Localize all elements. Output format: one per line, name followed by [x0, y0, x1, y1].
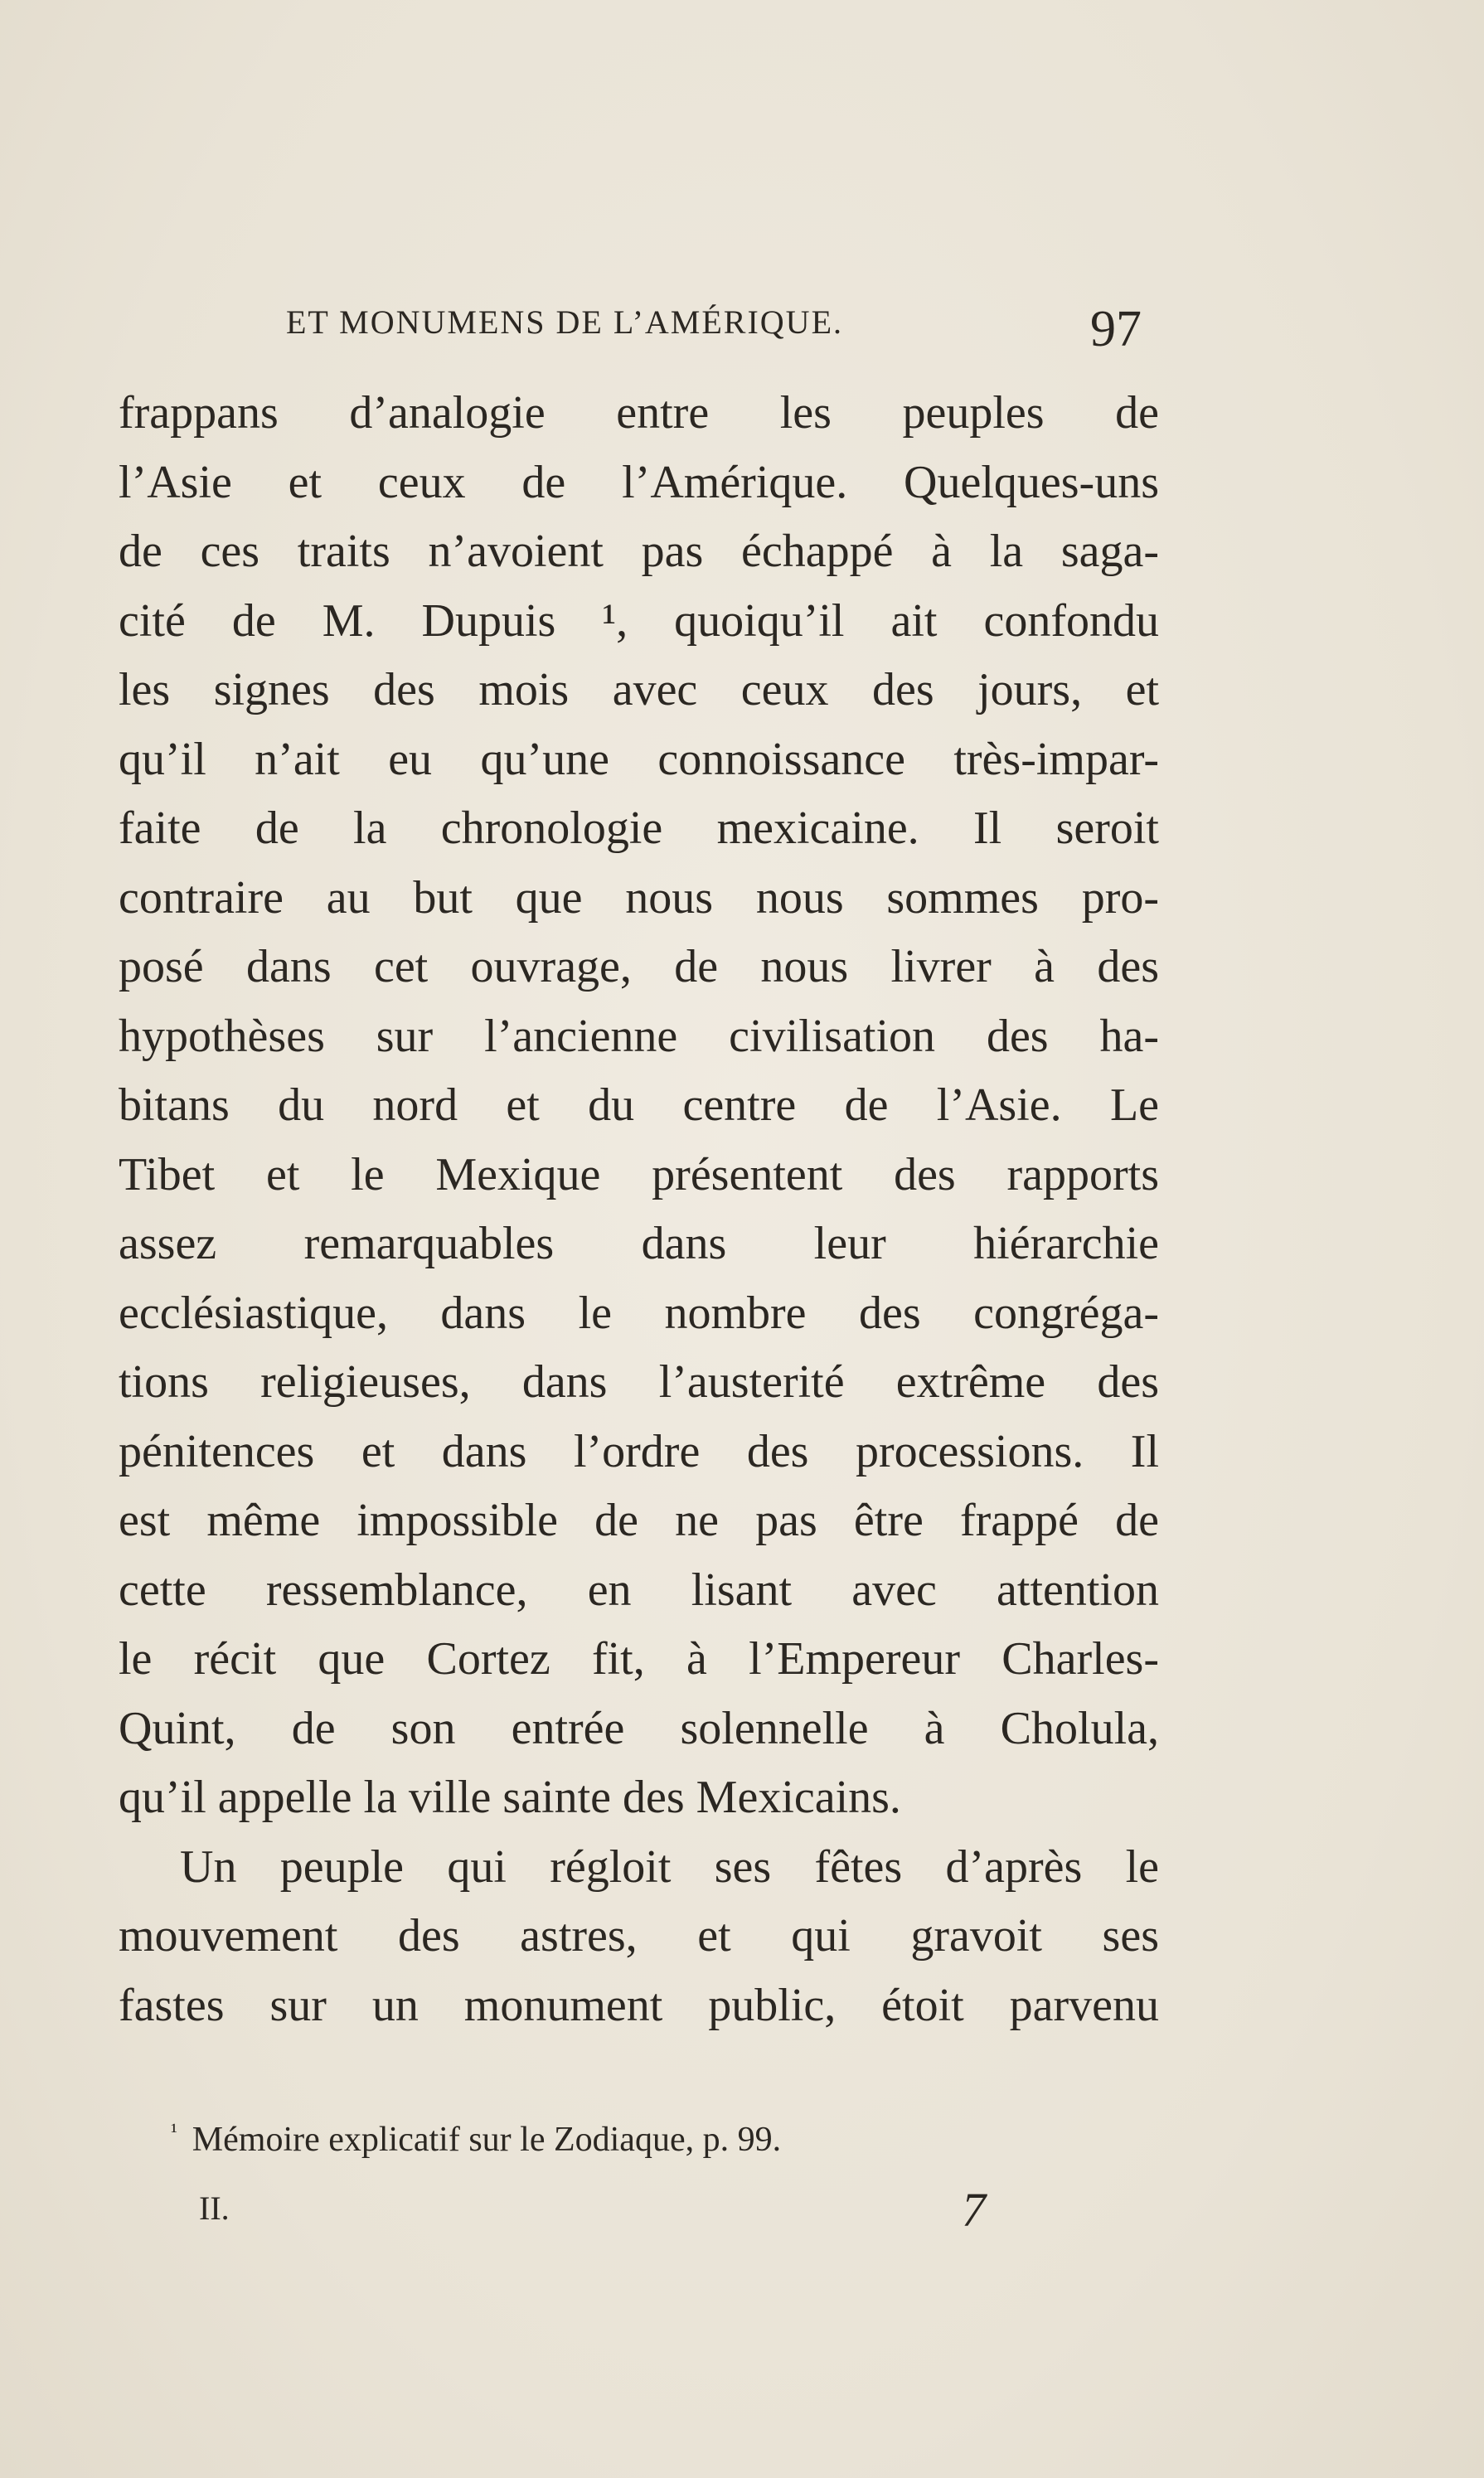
- text-line: bitans du nord et du centre de l’Asie. Le: [119, 1079, 1159, 1131]
- text-line: fastes sur un monument public, étoit parvenu: [119, 1979, 1159, 2031]
- text-line: cette ressemblance, en lisant avec attention: [119, 1564, 1159, 1616]
- text-line: est même impossible de ne pas être frappé de: [119, 1495, 1159, 1546]
- footnote: [171, 2119, 781, 2160]
- text-line: assez remarquables dans leur hiérarchie: [119, 1218, 1159, 1269]
- page-number: 97: [1090, 301, 1142, 357]
- text-line: qu’il appelle la ville sainte des Mexicains.: [119, 1772, 901, 1823]
- text-line: Un peuple qui régloit ses fêtes d’après le: [180, 1840, 1159, 1893]
- text-line: contraire au but que nous nous sommes pro-: [119, 871, 1159, 924]
- text-line: pénitences et dans l’ordre des processions. Il: [119, 1425, 1159, 1477]
- text-line: cité de M. Dupuis ¹, quoiqu’il ait confondu: [119, 594, 1159, 647]
- text-line: faite de la chronologie mexicaine. Il seroit: [119, 803, 1159, 854]
- text-line: ecclésiastique, dans le nombre des congréga-: [119, 1287, 1159, 1339]
- text-line: qu’il n’ait eu qu’une connoissance très-impar-: [119, 733, 1159, 785]
- footnote-marker: ¹: [171, 2119, 177, 2143]
- text-line: l’Asie et ceux de l’Amérique. Quelques-uns: [119, 456, 1159, 508]
- running-head: ET MONUMENS DE L’AMÉRIQUE.: [286, 303, 843, 341]
- text-line: tions religieuses, dans l’austerité extrême des: [119, 1356, 1159, 1408]
- signature-mark: II.: [199, 2189, 230, 2227]
- text-line: de ces traits n’avoient pas échappé à la saga-: [119, 526, 1159, 577]
- text-line: les signes des mois avec ceux des jours, et: [119, 664, 1159, 715]
- footnote-text: Mémoire explicatif sur le Zodiaque, p. 99.: [192, 2121, 782, 2159]
- body-text: [119, 379, 1159, 2040]
- text-line: frappans d’analogie entre les peuples de: [119, 387, 1159, 439]
- text-line: hypothèses sur l’ancienne civilisation des ha-: [119, 1010, 1159, 1062]
- text-line: Quint, de son entrée solennelle à Cholula,: [119, 1702, 1159, 1754]
- text-line: posé dans cet ouvrage, de nous livrer à des: [119, 941, 1159, 992]
- text-line: Tibet et le Mexique présentent des rapports: [119, 1148, 1159, 1200]
- text-line: mouvement des astres, et qui gravoit ses: [119, 1910, 1159, 1962]
- text-line: le récit que Cortez fit, à l’Empereur Charles-: [119, 1633, 1159, 1685]
- signature-number: 7: [962, 2183, 986, 2237]
